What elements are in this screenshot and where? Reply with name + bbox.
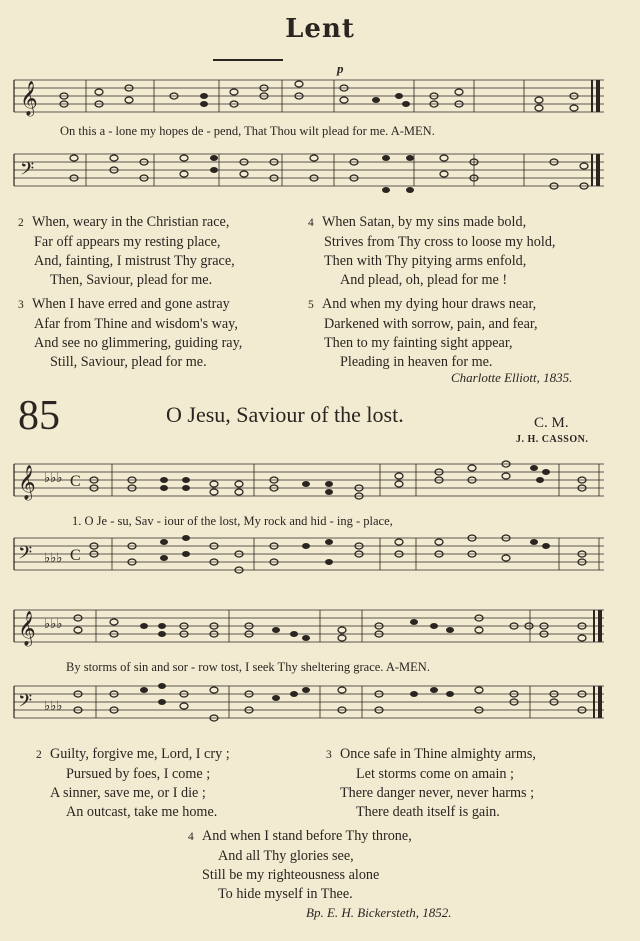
- verse-line: Strives from Thy cross to loose my hold,: [324, 234, 556, 250]
- verse-number: 2: [36, 749, 42, 761]
- hymn85-verse-3: [326, 745, 536, 822]
- verse-line: Still, Saviour, plead for me.: [50, 354, 207, 370]
- verse-number: 4: [308, 217, 314, 229]
- hymn84-author: Charlotte Elliott, 1835.: [451, 370, 573, 385]
- verse-line: Then, Saviour, plead for me.: [50, 272, 213, 288]
- svg-text:C: C: [70, 473, 81, 490]
- verse-line: A sinner, save me, or I die ;: [50, 785, 206, 801]
- verse-line: There danger never, never harms ;: [340, 785, 535, 801]
- hymn84-verse-5: [308, 295, 538, 372]
- svg-text:𝄢: 𝄢: [20, 159, 35, 184]
- hymn-meter: C. M.: [534, 415, 569, 431]
- hymn85-verse-4: [188, 827, 412, 904]
- verse-number: 3: [18, 299, 24, 311]
- verse-line: Far off appears my resting place,: [34, 234, 221, 250]
- verse-line: Afar from Thine and wisdom's way,: [34, 316, 238, 332]
- hymn85-verse-2: [36, 745, 230, 822]
- hymn84-verse-3: [18, 295, 242, 372]
- svg-text:𝄢: 𝄢: [18, 543, 33, 568]
- svg-text:♭♭♭: ♭♭♭: [44, 698, 63, 713]
- music-staff-bass-2: [14, 532, 604, 590]
- svg-text:♭♭♭: ♭♭♭: [44, 550, 63, 565]
- verse-line: When I have erred and gone astray: [32, 296, 230, 312]
- svg-text:♭♭♭: ♭♭♭: [44, 616, 63, 631]
- verse-line: There death itself is gain.: [356, 804, 500, 820]
- verse-line: To hide myself in Thee.: [218, 886, 353, 902]
- verse-line: Pursued by foes, I come ;: [66, 766, 211, 782]
- verse-line: When, weary in the Christian race,: [32, 214, 230, 230]
- verse-number: 3: [326, 749, 332, 761]
- verse-line: Pleading in heaven for me.: [340, 354, 493, 370]
- hymn85-lyrics-line1: 1. O Je - su, Sav - iour of the lost, My rock and hid - ing - place,: [72, 514, 393, 528]
- verse-line: Then to my fainting sight appear,: [324, 335, 513, 351]
- verse-line: Let storms come on amain ;: [356, 766, 514, 782]
- verse-number: 2: [18, 217, 24, 229]
- hymn-composer: J. H. CASSON.: [516, 434, 589, 445]
- verse-line: Darkened with sorrow, pain, and fear,: [324, 316, 538, 332]
- svg-text:♭♭♭: ♭♭♭: [44, 470, 63, 485]
- svg-text:𝄞: 𝄞: [20, 81, 38, 116]
- verse-line: An outcast, take me home.: [66, 804, 218, 820]
- svg-text:p: p: [337, 61, 344, 76]
- music-staff-bass-1: [14, 148, 604, 206]
- svg-text:𝄞: 𝄞: [18, 611, 36, 646]
- verse-line: Then with Thy pitying arms enfold,: [324, 253, 527, 269]
- verse-line: And when I stand before Thy throne,: [202, 828, 412, 844]
- verse-line: And see no glimmering, guiding ray,: [34, 335, 243, 351]
- hymn84-lyrics-line1: On this a - lone my hopes de - pend, That Thou wilt plead for me. A-MEN.: [60, 124, 435, 138]
- hymn84-verse-4: [308, 213, 555, 290]
- verse-line: Still be my righteousness alone: [202, 867, 380, 883]
- hymn84-verse-2: [18, 213, 235, 290]
- hymn-title: O Jesu, Saviour of the lost.: [166, 402, 404, 427]
- hymn85-lyrics-line2: By storms of sin and sor - row tost, I seek Thy sheltering grace. A-MEN.: [66, 660, 430, 674]
- hymn-number: 85: [18, 393, 60, 439]
- hymn85-author: Bp. E. H. Bickersteth, 1852.: [306, 905, 452, 920]
- verse-line: And all Thy glories see,: [218, 848, 354, 864]
- verse-number: 4: [188, 831, 194, 843]
- music-staff-treble-2: [14, 458, 604, 516]
- page-header: Lent: [285, 14, 355, 44]
- verse-line: And, fainting, I mistrust Thy grace,: [34, 253, 235, 269]
- verse-line: Guilty, forgive me, Lord, I cry ;: [50, 746, 230, 762]
- verse-line: When Satan, by my sins made bold,: [322, 214, 527, 230]
- svg-text:𝄢: 𝄢: [18, 691, 33, 716]
- svg-text:𝄞: 𝄞: [18, 465, 36, 500]
- verse-line: And plead, oh, plead for me !: [340, 272, 508, 288]
- svg-text:C: C: [70, 547, 81, 564]
- header-rule: [213, 59, 283, 61]
- verse-number: 5: [308, 299, 314, 311]
- music-staff-treble-3: [14, 604, 604, 662]
- verse-line: Once safe in Thine almighty arms,: [340, 746, 536, 762]
- music-staff-bass-3: [14, 680, 604, 738]
- verse-line: And when my dying hour draws near,: [322, 296, 537, 312]
